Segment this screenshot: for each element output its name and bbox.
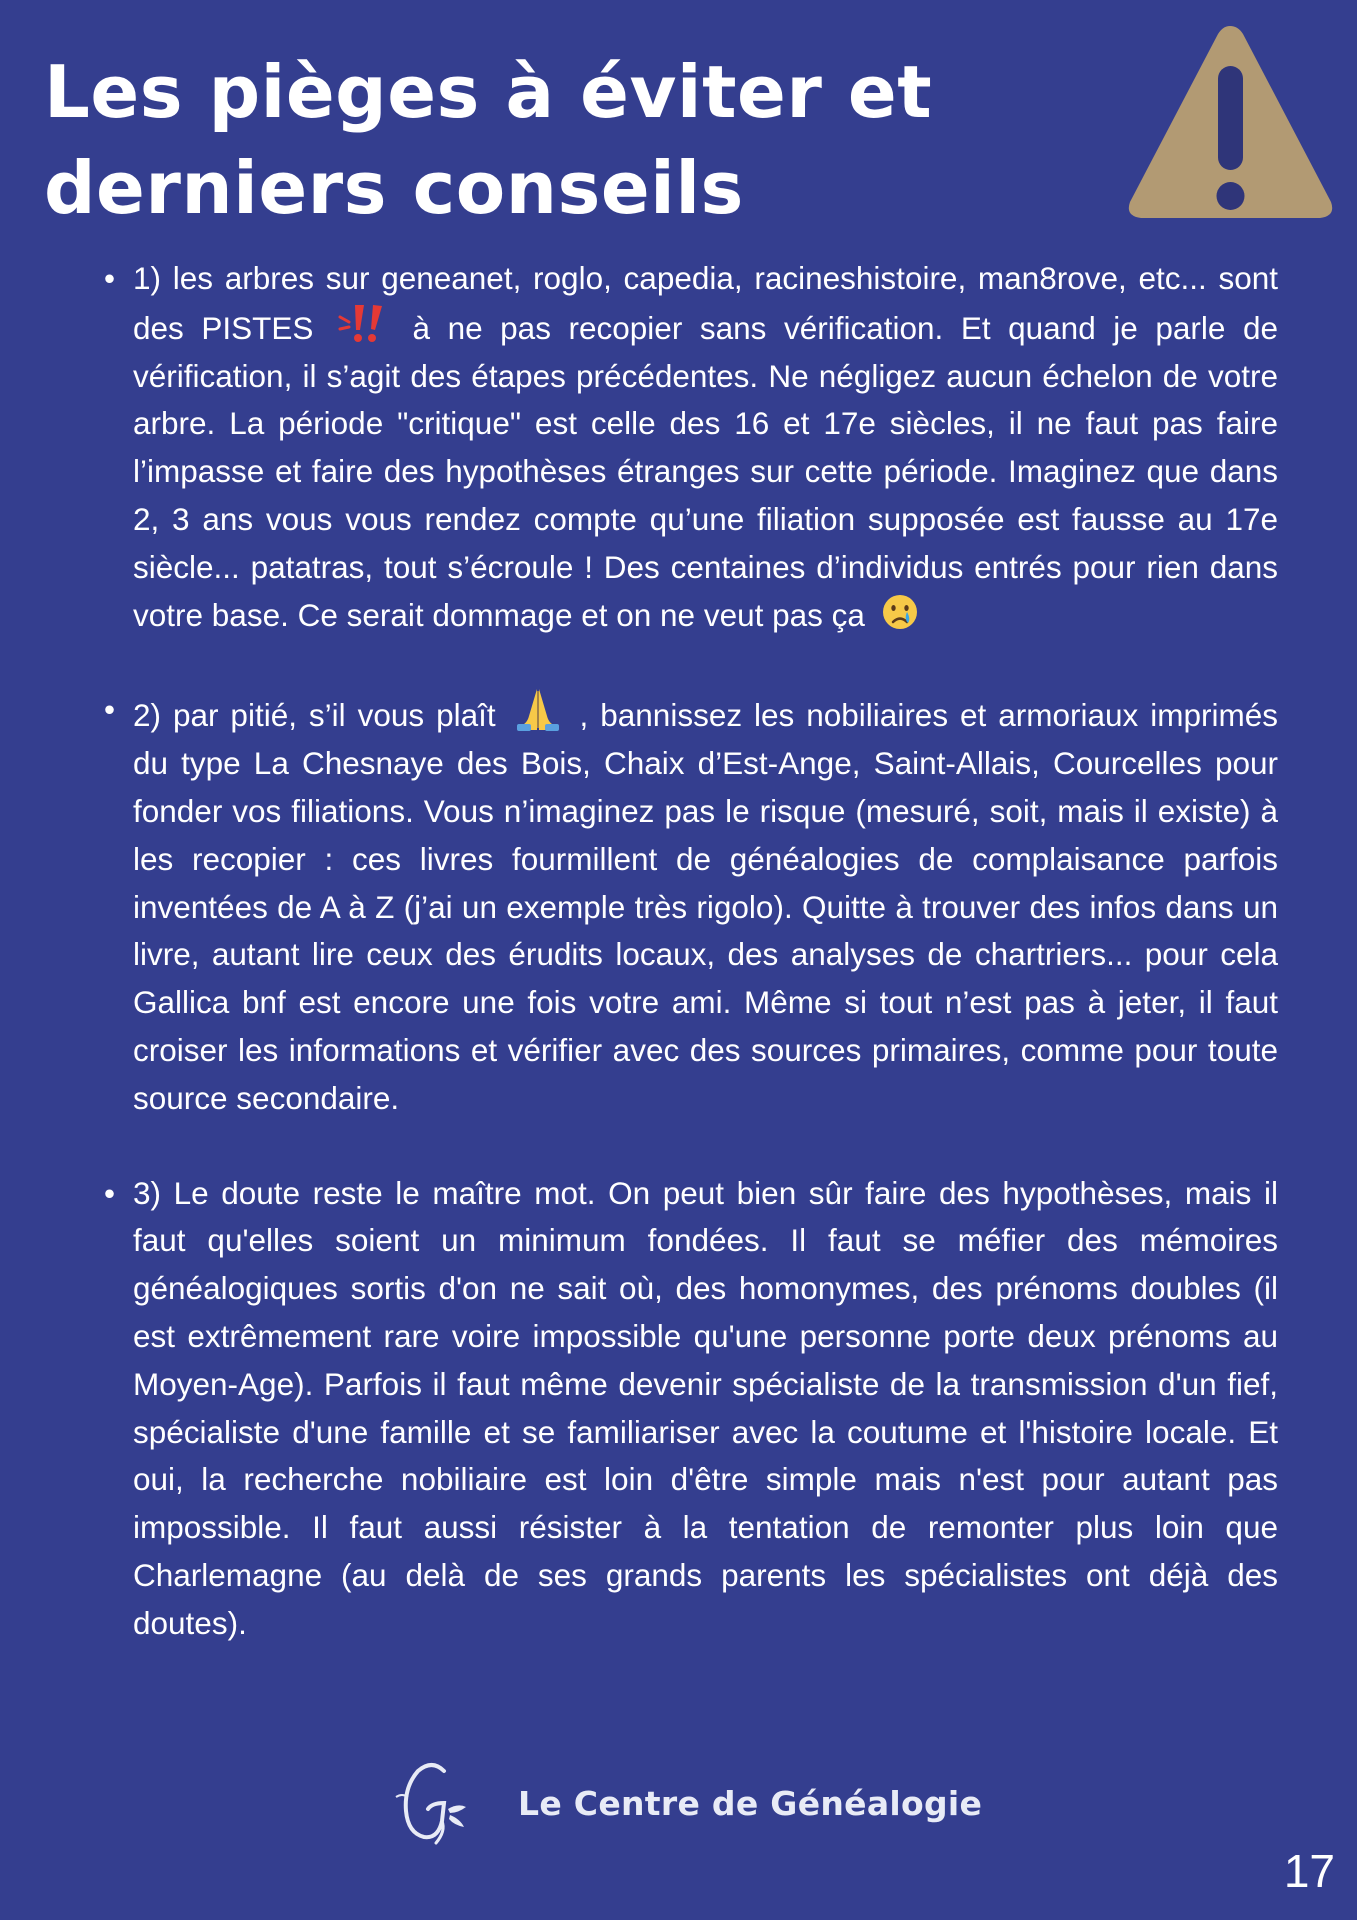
item-1-text-end: à ne pas recopier sans vérification. Et quand je parle de vérification, il s’agit des étapes précédentes. Ne négligez aucun échelon de votre arbre. La période "critique" est celle des 16 et 17e siècles, il ne faut pas faire l’impasse et faire des hypothèses étranges sur cette période. Imaginez que dans 2, 3 ans vous vous rendez compte qu’une filiation supposée est fausse au 17e siècle... patatras, tout s’écroule ! Des centaines d’individus entrés pour rien dans votre base. Ce serait dommage et on ne veut pas ça [133, 309, 1278, 633]
bullet: • [104, 260, 116, 296]
list-item [100, 1170, 1278, 1648]
item-2-text-end: , bannissez les nobiliaires et armoriaux imprimés du type La Chesnaye des Bois, Chaix d’Est-Ange, Saint-Allais, Courcelles pour fonder vos filiations. Vous n’imaginez pas le risque (mesuré, soit, mais il existe) à les recopier : ces livres fourmillent de généalogies de complaisance parfois inventées de A à Z (j’ai un exemple très rigolo). Quitte à trouver des infos dans un livre, autant lire ceux des érudits locaux, des analyses de chartriers... pour cela Gallica bnf est encore une fois votre ami. Même si tout n’est pas à jeter, il faut croiser les informations et vérifier avec des sources primaires, comme pour toute source secondaire. [133, 697, 1278, 1116]
list-item [100, 686, 1278, 1122]
footer-brand: Le Centre de Généalogie [518, 1784, 983, 1823]
bullet: • [104, 691, 116, 728]
bullet: • [104, 1174, 116, 1211]
page-title: Les pièges à éviter et derniers conseils [44, 50, 933, 230]
list-item [100, 255, 1278, 639]
item-3-text: 3) Le doute reste le maître mot. On peut bien sûr faire des hypothèses, mais il faut qu'elles soient un minimum fondées. Il faut se méfier des mémoires généalogiques sortis d'on ne sait où, des homonymes, des prénoms doubles (il est extrêmement rare voire impossible qu'une personne porte deux prénoms au Moyen-Age). Parfois il faut même devenir spécialiste de la transmission d'un fief, spécialiste d'une famille et se familiariser avec la coutume et l'histoire locale. Et oui, la recherche nobiliaire est loin d'être simple mais n'est pour autant pas impossible. Il faut aussi résister à la tentation de remonter plus loin que Charlemagne (au delà de ses grands parents les spécialistes ont déjà des doutes). [133, 1174, 1278, 1641]
warning-triangle-icon [1124, 20, 1337, 224]
advice-list [100, 255, 1278, 1695]
item-1-text-start: 1) les arbres sur geneanet, roglo, capedia, racineshistoire, man8rove, etc... sont des PISTES [133, 260, 1278, 346]
item-2-text-start: 2) par pitié, s’il vous plaît [133, 697, 496, 734]
crying-face-icon [880, 592, 920, 632]
g-monogram-logo [392, 1757, 472, 1847]
page-number: 17 [1283, 1845, 1335, 1897]
double-exclamation-icon [337, 303, 389, 345]
folded-hands-icon [514, 686, 562, 732]
